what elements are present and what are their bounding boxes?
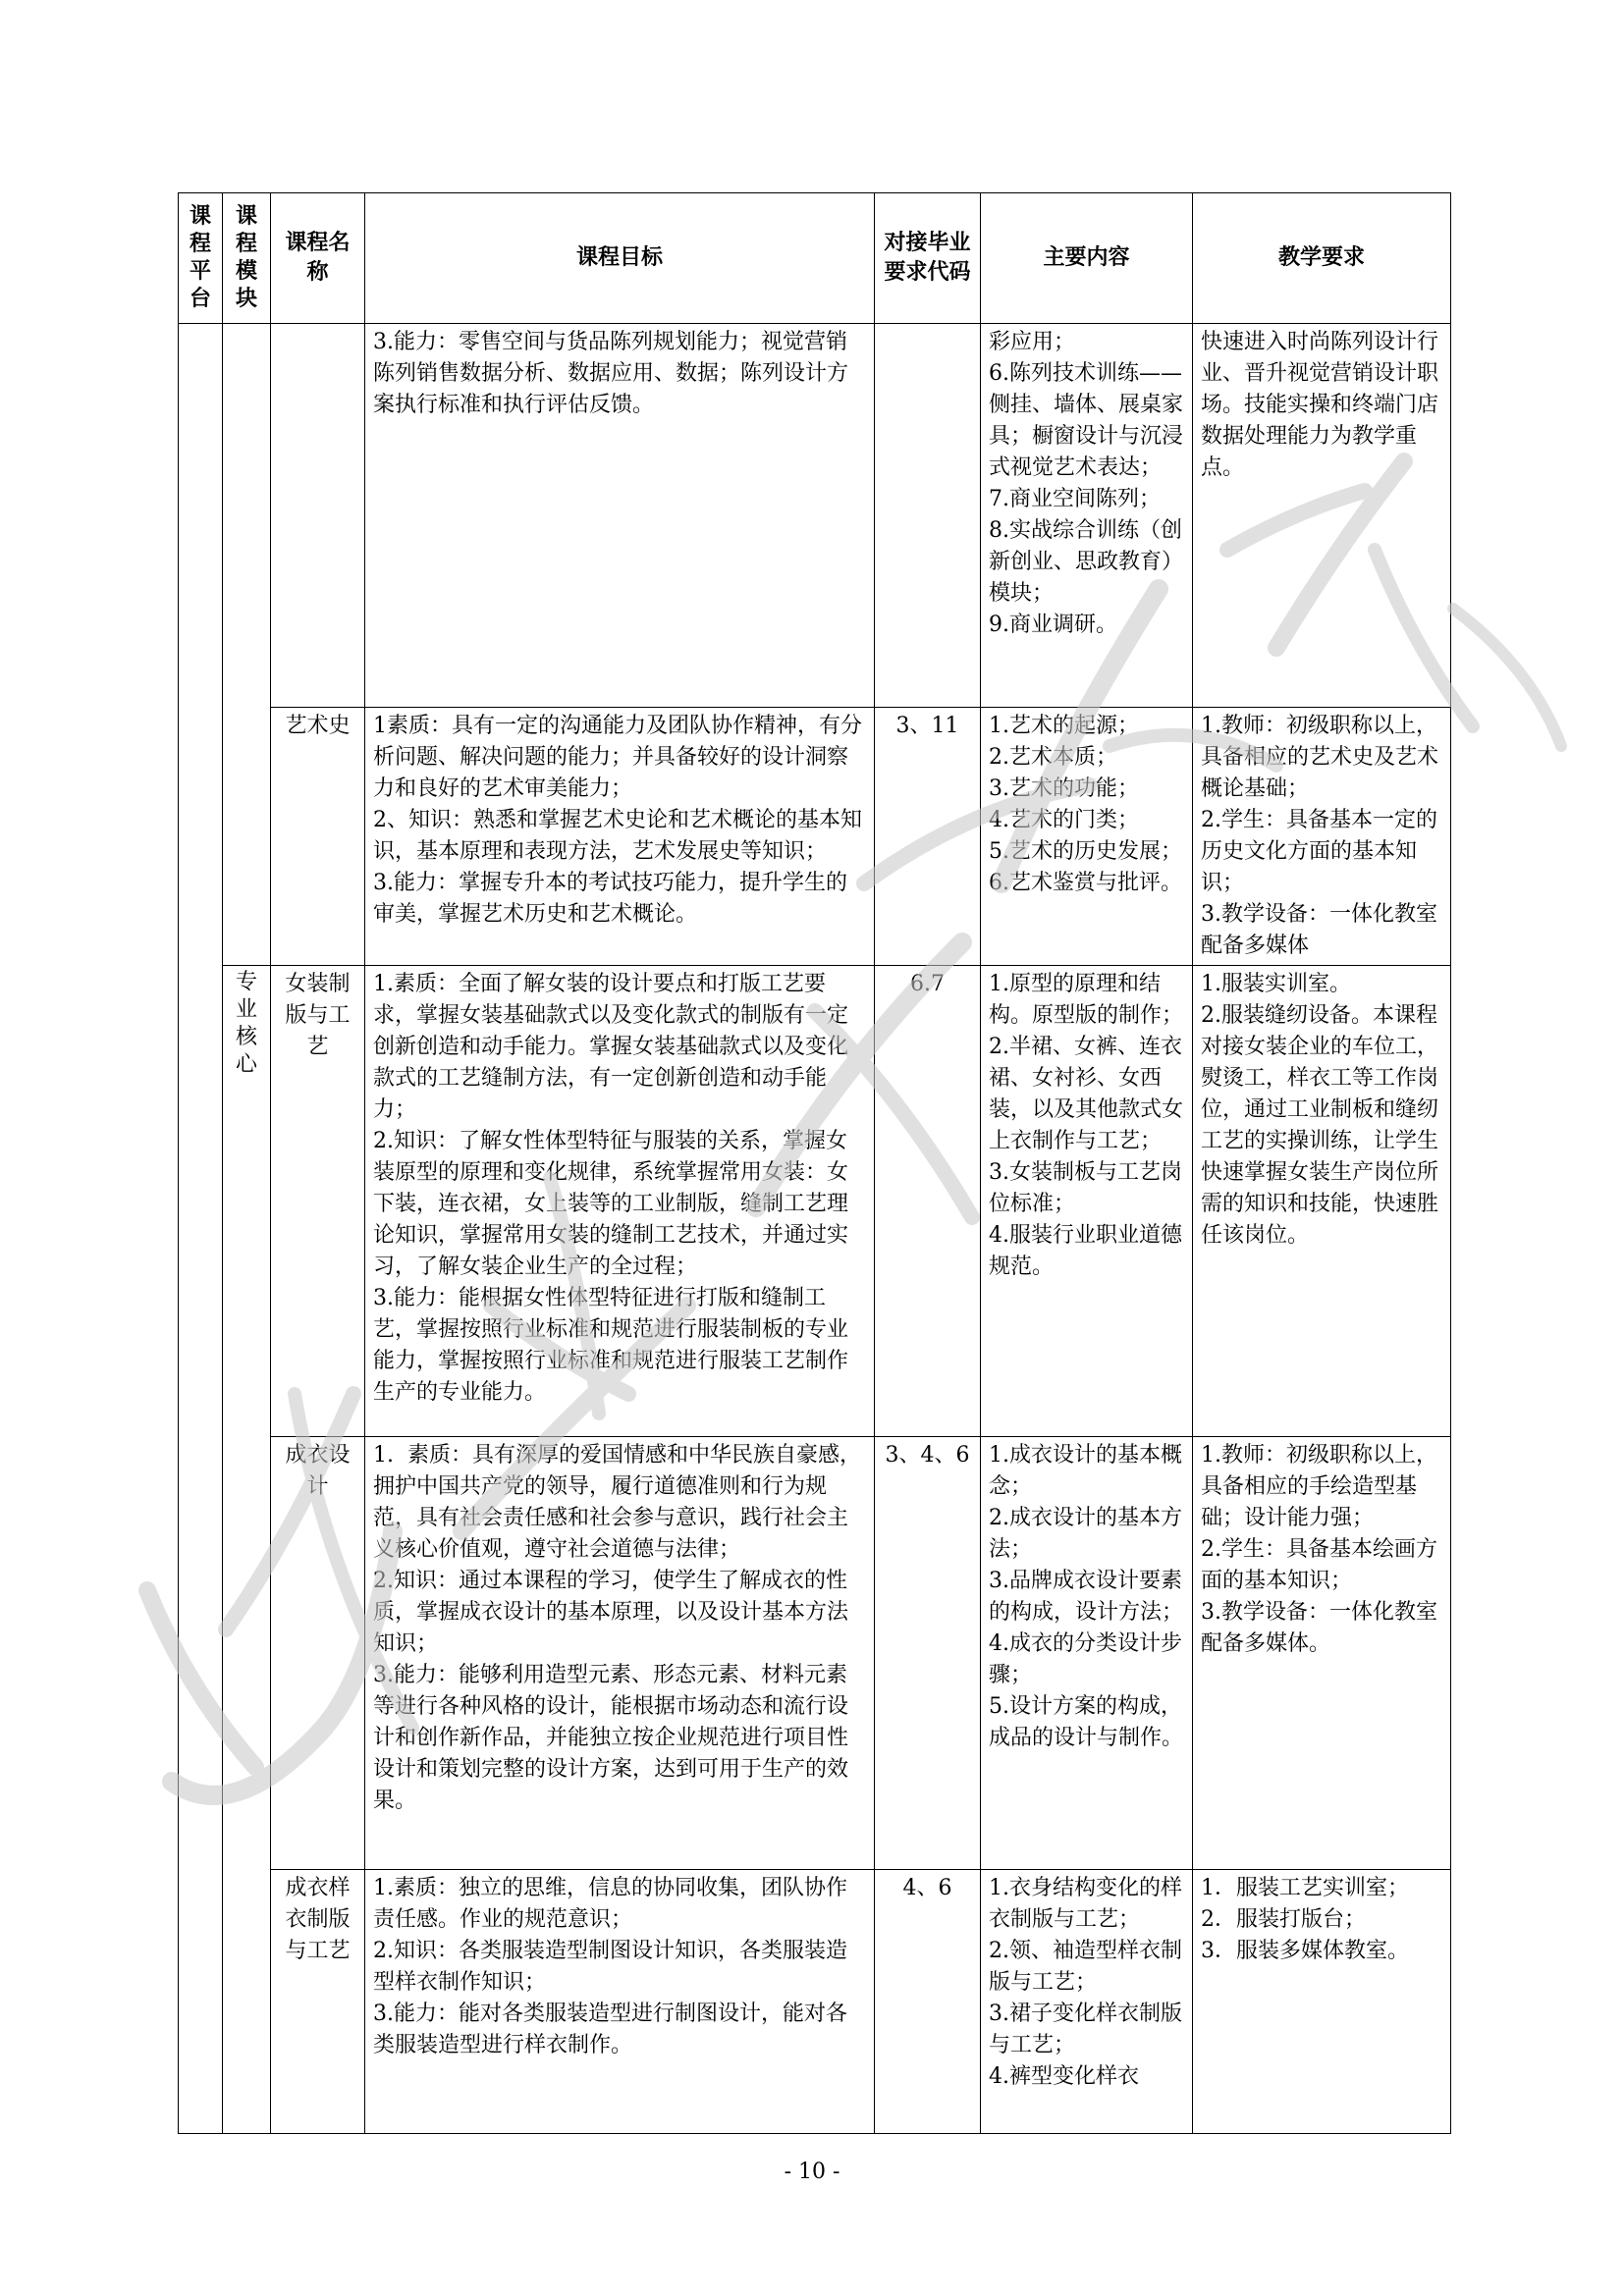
main-content: 彩应用； 6.陈列技术训练——侧挂、墙体、展桌家具；橱窗设计与沉浸式视觉艺术表达； 7.商业空间陈列； 8.实战综合训练（创新创业、思政教育）模块； 9.商业调研。	[981, 324, 1193, 708]
table-row	[179, 324, 1451, 708]
header-course-module: 课程模块	[223, 193, 271, 324]
requirement-code: 6.7	[875, 966, 981, 1437]
teaching-requirements: 1.服装实训室。 2.服装缝纫设备。本课程对接女装企业的车位工，熨烫工，样衣工等工作岗位，通过工业制板和缝纫工艺的实操训练，让学生快速掌握女装生产岗位所需的知识和技能，快速胜任该岗位。	[1193, 966, 1451, 1437]
course-name: 艺术史	[271, 708, 365, 966]
course-objectives: 1.素质：全面了解女装的设计要点和打版工艺要求，掌握女装基础款式以及变化款式的制版有一定创新创造和动手能力。掌握女装基础款式以及变化款式的工艺缝制方法，有一定创新创造和动手能力； 2.知识：了解女性体型特征与服装的关系，掌握女装原型的原理和变化规律，系统掌握常用女装：女下装，连衣裙，女上装等的工业制版，缝制工艺理论知识，掌握常用女装的缝制工艺技术，并通过实习，了解女装企业生产的全过程； 3.能力：能根据女性体型特征进行打版和缝制工艺，掌握按照行业标准和规范进行服装制板的专业能力，掌握按照行业标准和规范进行服装工艺制作生产的专业能力。	[365, 966, 875, 1437]
course-name: 女装制版与工艺	[271, 966, 365, 1437]
teaching-requirements: 1．服装工艺实训室； 2．服装打版台； 3．服装多媒体教室。	[1193, 1870, 1451, 2134]
course-name: 成衣样衣制版与工艺	[271, 1870, 365, 2134]
course-objectives: 3.能力：零售空间与货品陈列规划能力；视觉营销陈列销售数据分析、数据应用、数据；陈列设计方案执行标准和执行评估反馈。	[365, 324, 875, 708]
course-module-cell	[223, 324, 271, 966]
teaching-requirements: 1.教师：初级职称以上，具备相应的手绘造型基础；设计能力强； 2.学生：具备基本绘画方面的基本知识； 3.教学设备：一体化教室配备多媒体。	[1193, 1437, 1451, 1870]
header-main-content: 主要内容	[981, 193, 1193, 324]
requirement-code: 3、11	[875, 708, 981, 966]
requirement-code: 4、6	[875, 1870, 981, 2134]
teaching-requirements: 快速进入时尚陈列设计行业、晋升视觉营销设计职场。技能实操和终端门店数据处理能力为教学重点。	[1193, 324, 1451, 708]
course-objectives: 1. 素质：具有深厚的爱国情感和中华民族自豪感，拥护中国共产党的领导，履行道德准则和行为规范，具有社会责任感和社会参与意识，践行社会主义核心价值观，遵守社会道德与法律； 2.知识：通过本课程的学习，使学生了解成衣的性质，掌握成衣设计的基本原理，以及设计基本方法知识； 3.能力：能够利用造型元素、形态元素、材料元素等进行各种风格的设计，能根据市场动态和流行设计和创作新作品，并能独立按企业规范进行项目性设计和策划完整的设计方案，达到可用于生产的效果。	[365, 1437, 875, 1870]
course-name: 成衣设计	[271, 1437, 365, 1870]
header-course-platform: 课程平台	[179, 193, 223, 324]
requirement-code	[875, 324, 981, 708]
teaching-requirements: 1.教师：初级职称以上，具备相应的艺术史及艺术概论基础； 2.学生：具备基本一定的历史文化方面的基本知识； 3.教学设备：一体化教室配备多媒体	[1193, 708, 1451, 966]
main-content: 1.原型的原理和结构。原型版的制作； 2.半裙、女裤、连衣裙、女衬衫、女西装，以及其他款式女上衣制作与工艺； 3.女装制板与工艺岗位标准； 4.服装行业职业道德规范。	[981, 966, 1193, 1437]
course-objectives: 1.素质：独立的思维，信息的协同收集，团队协作责任感。作业的规范意识； 2.知识：各类服装造型制图设计知识，各类服装造型样衣制作知识； 3.能力：能对各类服装造型进行制图设计，能对各类服装造型进行样衣制作。	[365, 1870, 875, 2134]
course-platform-cell	[179, 324, 223, 2134]
course-name	[271, 324, 365, 708]
course-objectives: 1素质：具有一定的沟通能力及团队协作精神，有分析问题、解决问题的能力；并具备较好的设计洞察力和良好的艺术审美能力； 2、知识：熟悉和掌握艺术史论和艺术概论的基本知识，基本原理和表现方法，艺术发展史等知识； 3.能力：掌握专升本的考试技巧能力，提升学生的审美，掌握艺术历史和艺术概论。	[365, 708, 875, 966]
main-content: 1.衣身结构变化的样衣制版与工艺； 2.领、袖造型样衣制版与工艺； 3.裙子变化样衣制版与工艺； 4.裤型变化样衣	[981, 1870, 1193, 2134]
main-content: 1.成衣设计的基本概念； 2.成衣设计的基本方法； 3.品牌成衣设计要素的构成，设计方法； 4.成衣的分类设计步骤； 5.设计方案的构成，成品的设计与制作。	[981, 1437, 1193, 1870]
header-course-objectives: 课程目标	[365, 193, 875, 324]
main-content: 1.艺术的起源； 2.艺术本质； 3.艺术的功能； 4.艺术的门类； 5.艺术的历史发展； 6.艺术鉴赏与批评。	[981, 708, 1193, 966]
requirement-code: 3、4、6	[875, 1437, 981, 1870]
table-row	[179, 1870, 1451, 2134]
table-row	[179, 966, 1451, 1437]
page-number: - 10 -	[784, 2160, 840, 2184]
watermark-stroke	[1453, 609, 1561, 746]
course-module-label: 专业核心	[223, 966, 271, 2134]
table-row	[179, 1437, 1451, 1870]
header-course-name: 课程名称	[271, 193, 365, 324]
table-row	[179, 708, 1451, 966]
header-requirement-code: 对接毕业要求代码	[875, 193, 981, 324]
header-teaching-requirements: 教学要求	[1193, 193, 1451, 324]
course-table	[178, 192, 1451, 2134]
table-header-row	[179, 193, 1451, 324]
